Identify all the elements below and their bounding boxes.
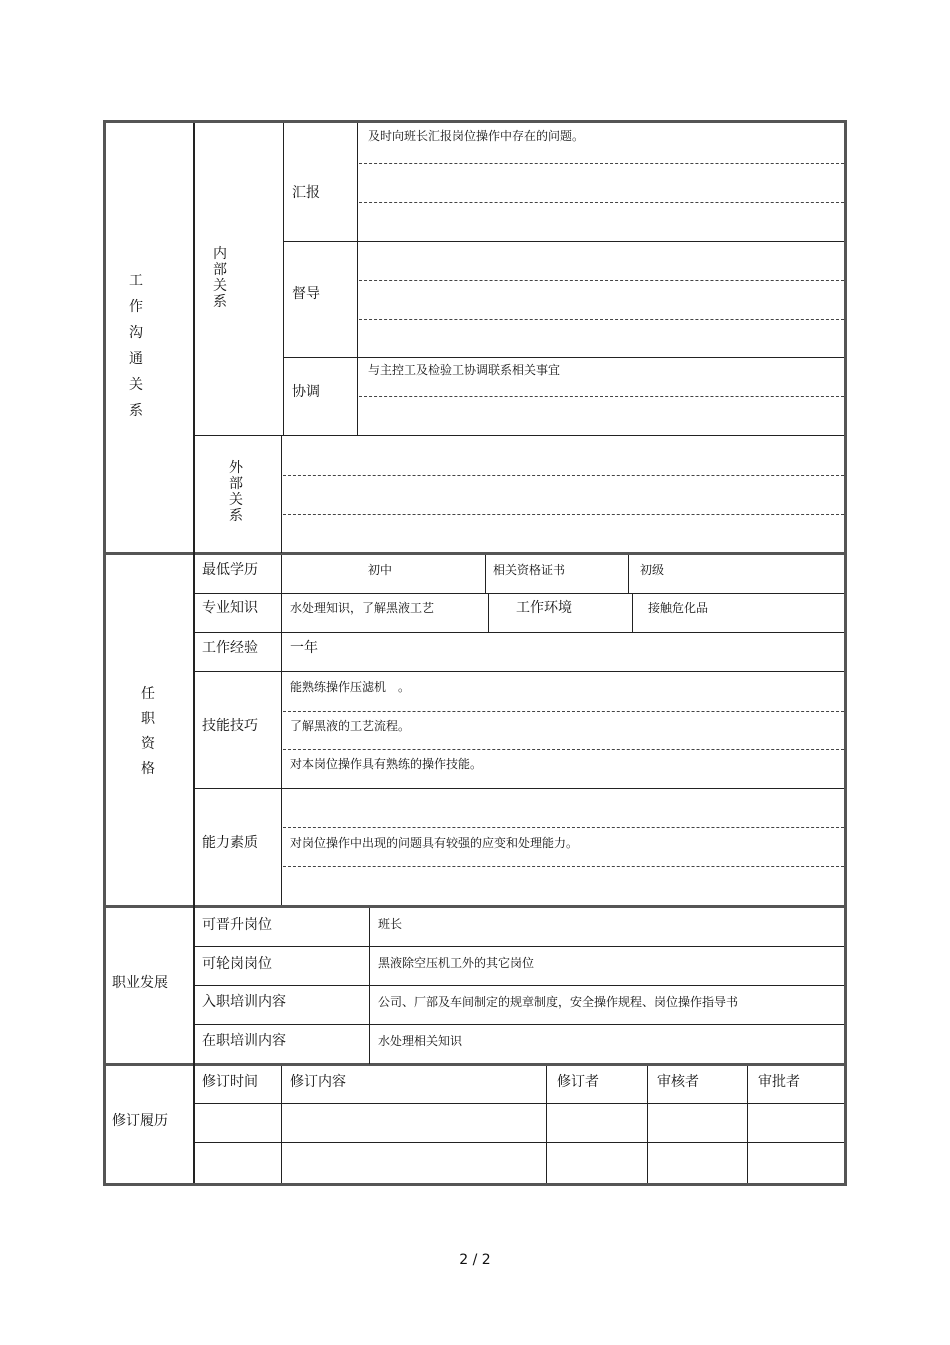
column-divider — [357, 123, 358, 436]
row-divider — [195, 632, 844, 633]
column-divider — [488, 594, 489, 632]
report-line-1: 及时向班长汇报岗位操作中存在的问题。 — [368, 129, 585, 143]
coordinate-label: 协调 — [292, 384, 320, 400]
min-education-label: 最低学历 — [202, 562, 258, 578]
onboarding-value: 公司、厂部及车间制定的规章制度，安全操作规程、岗位操作指导书 — [378, 995, 739, 1009]
revision-header-time: 修订时间 — [202, 1074, 258, 1090]
column-divider — [628, 555, 629, 593]
revision-header-reviewer: 审核者 — [657, 1074, 699, 1090]
dashed-rule — [359, 396, 844, 397]
column-divider — [283, 123, 284, 436]
row-divider — [283, 357, 844, 358]
inservice-label: 在职培训内容 — [202, 1033, 286, 1049]
column-divider — [647, 1066, 648, 1183]
external-relations-label: 外 部 关 系 — [229, 460, 243, 524]
coordinate-line-1: 与主控工及检验工协调联系相关事宜 — [368, 363, 561, 377]
revision-header-approver: 审批者 — [758, 1074, 800, 1090]
column-divider — [747, 1066, 748, 1183]
dashed-rule — [283, 827, 844, 828]
communication-section-label: 工 作 沟 通 关 系 — [129, 273, 143, 419]
skills-label: 技能技巧 — [202, 718, 258, 734]
career-section-label: 职业发展 — [112, 975, 168, 991]
environment-value: 接触危化品 — [648, 601, 709, 615]
abilities-label: 能力素质 — [202, 835, 258, 851]
environment-label: 工作环境 — [516, 600, 572, 616]
inservice-value: 水处理相关知识 — [378, 1034, 463, 1048]
column-divider — [485, 555, 486, 593]
onboarding-label: 入职培训内容 — [202, 994, 286, 1010]
row-divider — [195, 671, 844, 672]
row-divider — [283, 241, 844, 242]
column-divider — [281, 1066, 282, 1183]
abilities-line-1: 对岗位操作中出现的问题具有较强的应变和处理能力。 — [290, 836, 579, 850]
revision-section-label: 修订履历 — [112, 1113, 168, 1129]
dashed-rule — [359, 319, 844, 320]
skills-line-1: 能熟练操作压滤机 。 — [290, 680, 411, 694]
experience-value: 一年 — [290, 640, 318, 656]
min-education-value: 初中 — [368, 563, 393, 577]
report-label: 汇报 — [292, 185, 320, 201]
certificate-value: 初级 — [640, 563, 665, 577]
dashed-rule — [283, 866, 844, 867]
certificate-label: 相关资格证书 — [493, 563, 566, 577]
column-divider — [369, 908, 370, 1064]
skills-line-3: 对本岗位操作具有熟练的操作技能。 — [290, 757, 483, 771]
rotation-label: 可轮岗岗位 — [202, 956, 272, 972]
column-divider — [281, 555, 282, 905]
row-divider — [195, 435, 844, 436]
dashed-rule — [283, 475, 844, 476]
column-divider — [546, 1066, 547, 1183]
dashed-rule — [359, 163, 844, 164]
row-divider — [195, 1024, 844, 1025]
dashed-rule — [283, 711, 844, 712]
internal-relations-label: 内 部 关 系 — [213, 246, 227, 310]
knowledge-value: 水处理知识，了解黑液工艺 — [290, 601, 435, 615]
dashed-rule — [359, 202, 844, 203]
section-divider — [103, 552, 847, 555]
rotation-value: 黑液除空压机工外的其它岗位 — [378, 956, 535, 970]
row-divider — [195, 985, 844, 986]
row-divider — [195, 788, 844, 789]
revision-header-reviser: 修订者 — [557, 1074, 599, 1090]
qualification-section-label: 任 职 资 格 — [141, 686, 155, 777]
experience-label: 工作经验 — [202, 640, 258, 656]
column-divider — [281, 436, 282, 553]
column-divider — [632, 594, 633, 632]
promotion-label: 可晋升岗位 — [202, 917, 272, 933]
supervise-label: 督导 — [292, 286, 320, 302]
dashed-rule — [283, 514, 844, 515]
page-number: 2 / 2 — [459, 1252, 491, 1268]
knowledge-label: 专业知识 — [202, 600, 258, 616]
revision-header-content: 修订内容 — [290, 1074, 346, 1090]
dashed-rule — [283, 749, 844, 750]
dashed-rule — [359, 280, 844, 281]
row-divider — [195, 946, 844, 947]
promotion-value: 班长 — [378, 917, 403, 931]
skills-line-2: 了解黑液的工艺流程。 — [290, 719, 411, 733]
section-divider — [103, 905, 847, 908]
section-divider — [103, 1063, 847, 1066]
row-divider — [195, 593, 844, 594]
